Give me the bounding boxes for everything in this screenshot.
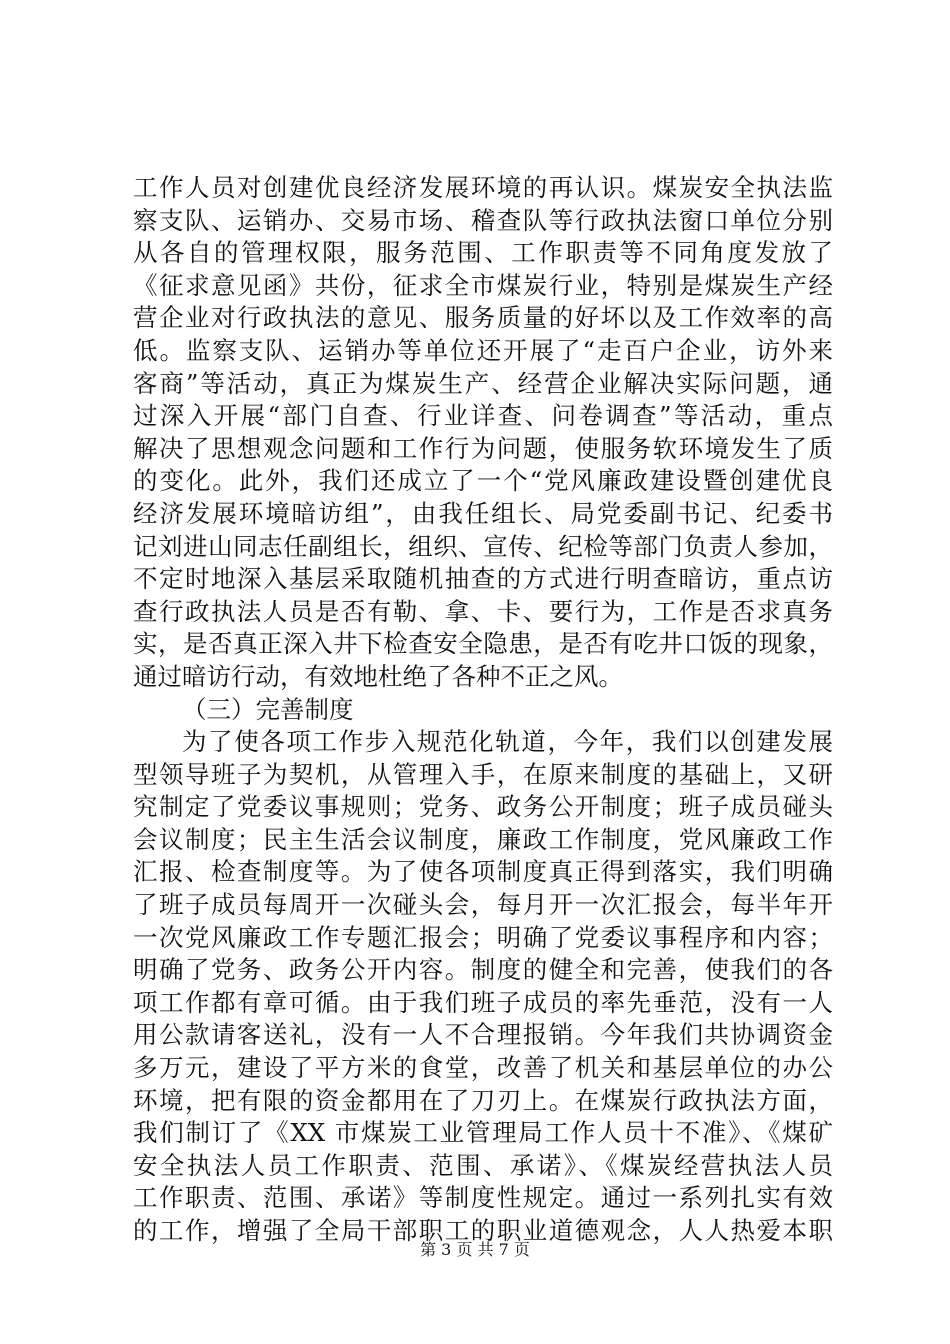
text-line: 明确了党务、政务公开内容。制度的健全和完善，使我们的各	[133, 955, 833, 985]
text-line: 查行政执法人员是否有勒、拿、卡、要行为，工作是否求真务	[133, 596, 833, 626]
text-line: 实，是否真正深入井下检查安全隐患，是否有吃井口饭的现象，	[133, 629, 833, 659]
text-line: 为了使各项工作步入规范化轨道，今年，我们以创建发展	[182, 727, 833, 757]
page-footer	[0, 1240, 950, 1260]
text-line: 的工作，增强了全局干部职工的职业道德观念，人人热爱本职	[133, 1216, 833, 1245]
text-line: 环境，把有限的资金都用在了刀刃上。在煤炭行政执法方面，	[133, 1085, 833, 1115]
text-line: 工作职责、范围、承诺》等制度性规定。通过一系列扎实有效	[133, 1183, 833, 1213]
text-line: 汇报、检查制度等。为了使各项制度真正得到落实，我们明确	[133, 857, 833, 887]
text-line: 解决了思想观念问题和工作行为问题，使服务软环境发生了质	[133, 433, 833, 463]
text-line: 型领导班子为契机，从管理入手，在原来制度的基础上，又研	[133, 759, 833, 789]
text-line: 客商”等活动，真正为煤炭生产、经营企业解决实际问题，通	[133, 368, 833, 398]
text-line: 了班子成员每周开一次碰头会，每月开一次汇报会，每半年开	[133, 890, 833, 920]
text-line: 会议制度；民主生活会议制度，廉政工作制度，党风廉政工作	[133, 824, 833, 854]
text-line: 低。监察支队、运销办等单位还开展了“走百户企业，访外来	[133, 335, 833, 365]
text-line: 一次党风廉政工作专题汇报会；明确了党委议事程序和内容；	[133, 922, 833, 952]
text-line: 过深入开展“部门自查、行业详查、问卷调查”等活动，重点	[133, 401, 833, 431]
text-line: 《征求意见函》共份，征求全市煤炭行业，特别是煤炭生产经	[133, 270, 833, 300]
section-heading: （三）完善制度	[182, 694, 354, 724]
text-line: 不定时地深入基层采取随机抽查的方式进行明查暗访，重点访	[133, 564, 833, 594]
page-number-label: 第 3 页 共 7 页	[420, 1240, 530, 1259]
text-line: 多万元，建设了平方米的食堂，改善了机关和基层单位的办公	[133, 1053, 833, 1083]
text-line: 究制定了党委议事规则；党务、政务公开制度；班子成员碰头	[133, 792, 833, 822]
text-line: 通过暗访行动，有效地杜绝了各种不正之风。	[133, 661, 623, 691]
text-line: 工作人员对创建优良经济发展环境的再认识。煤炭安全执法监	[133, 173, 833, 202]
text-line: 从各自的管理权限，服务范围、工作职责等不同角度发放了	[133, 238, 833, 268]
text-line: 经济发展环境暗访组”，由我任组长、局党委副书记、纪委书	[133, 498, 833, 528]
text-line: 察支队、运销办、交易市场、稽查队等行政执法窗口单位分别	[133, 205, 833, 235]
text-line: 记刘进山同志任副组长，组织、宣传、纪检等部门负责人参加，	[133, 531, 833, 561]
document-body	[133, 172, 833, 1248]
text-line: 用公款请客送礼，没有一人不合理报销。今年我们共协调资金	[133, 1020, 833, 1050]
text-line: 的变化。此外，我们还成立了一个“党风廉政建设暨创建优良	[133, 466, 833, 496]
text-line: 安全执法人员工作职责、范围、承诺》、《煤炭经营执法人员	[133, 1150, 833, 1180]
text-line: 项工作都有章可循。由于我们班子成员的率先垂范，没有一人	[133, 987, 833, 1017]
text-line: 营企业对行政执法的意见、服务质量的好坏以及工作效率的高	[133, 303, 833, 333]
text-line: 我们制订了《XX 市煤炭工业管理局工作人员十不准》、《煤矿	[133, 1118, 833, 1148]
